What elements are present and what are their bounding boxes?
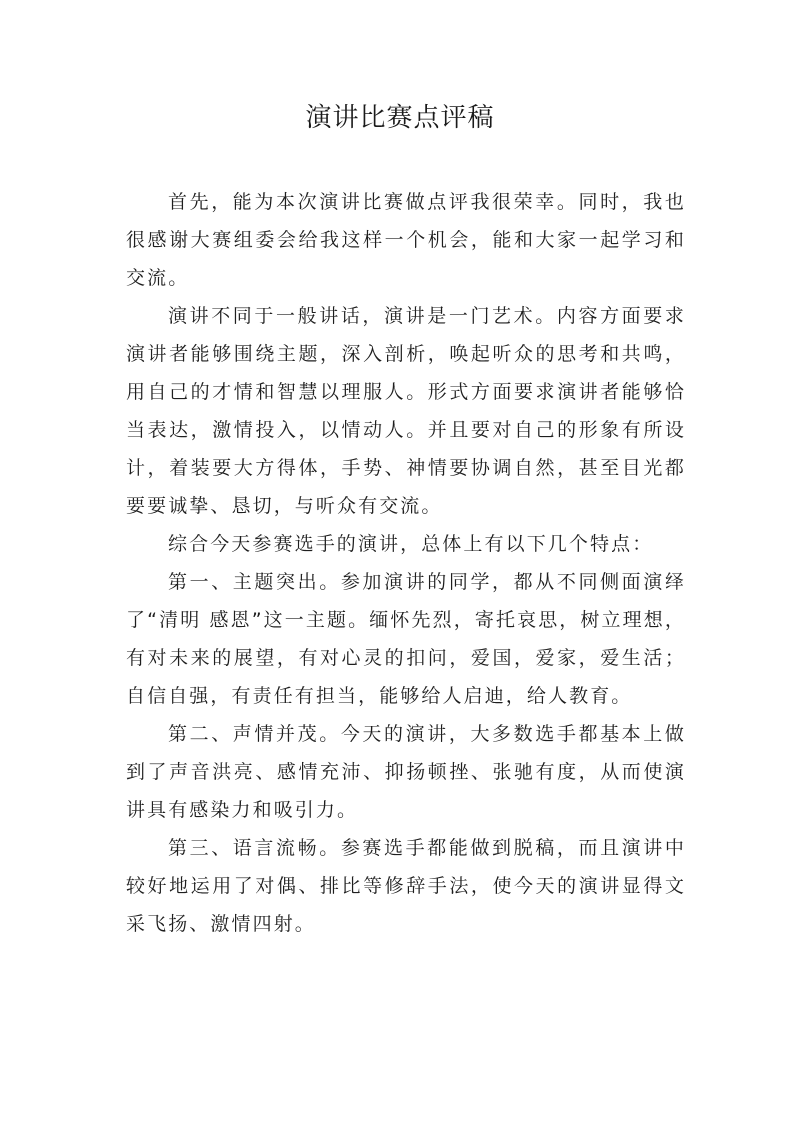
paragraph-opening: 首先，能为本次演讲比赛做点评我很荣幸。同时，我也很感谢大赛组委会给我这样一个机会，能和大家一起学习和交流。 [126,191,686,289]
paragraph-summary-intro: 综合今天参赛选手的演讲，总体上有以下几个特点： [168,533,654,555]
paragraph-speech-art: 演讲不同于一般讲话，演讲是一门艺术。内容方面要求演讲者能够围绕主题，深入剖析，唤起听众的思考和共鸣，用自己的才情和智慧以理服人。形式方面要求演讲者能够恰当表达，激情投入，以情动人。并且要对自己的形象有所设计，着装要大方得体，手势、神情要协调自然，甚至目光都要要诚挚、恳切，与听众有交流。 [126,305,686,517]
document-title: 演讲比赛点评稿 [305,103,495,133]
paragraph-point-one: 第一、主题突出。参加演讲的同学，都从不同侧面演绎了“清明 感恩”这一主题。缅怀先烈，寄托哀思，树立理想，有对未来的展望，有对心灵的扣问，爱国，爱家，爱生活；自信自强，有责任有担当，能够给人启迪，给人教育。 [126,571,686,707]
document-body [126,183,686,943]
paragraph-point-two: 第二、声情并茂。今天的演讲，大多数选手都基本上做到了声音洪亮、感情充沛、抑扬顿挫、张驰有度，从而使演讲具有感染力和吸引力。 [126,723,686,821]
paragraph-point-three: 第三、语言流畅。参赛选手都能做到脱稿，而且演讲中较好地运用了对偶、排比等修辞手法，使今天的演讲显得文采飞扬、激情四射。 [126,837,686,935]
